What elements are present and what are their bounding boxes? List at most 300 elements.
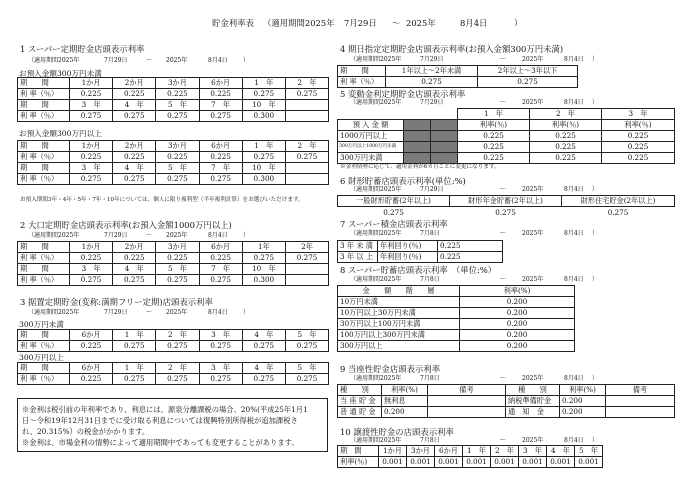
s9-rows-cell [428, 396, 506, 407]
period-part: ） [243, 232, 250, 239]
s8-rows-cell: 10万円以上30万円未満 [338, 308, 460, 319]
period-part: ） [592, 186, 599, 193]
s10-rows-cell: 5 年 [575, 446, 603, 457]
s1-g1-cell: 0.275 [113, 111, 156, 122]
s2-rows-cell: 0.275 [70, 275, 113, 286]
s2-rows-cell: 0.225 [199, 253, 242, 264]
s9-title: 9 当座性貯金店頭表示利率 [340, 364, 441, 374]
s4-rows-cell: 0.275 [386, 77, 478, 88]
s10-rows-cell: 0.001 [407, 457, 435, 468]
title-close: ） [514, 18, 523, 28]
period-part: ） [592, 99, 599, 106]
table-row [338, 385, 675, 396]
s8-rows-cell: 100万円以上300万円未満 [338, 330, 460, 341]
table-row [338, 66, 578, 77]
period-part: ） [592, 375, 599, 382]
period-part: （適用期間2025年 [28, 57, 80, 64]
period-part: 8月4日 [564, 56, 584, 63]
period-part: 2025年 [522, 56, 544, 63]
s6-head: 財形住宅貯金(2年以上) [562, 196, 675, 207]
s6-val: 0.275 [383, 207, 404, 217]
s10-rows-cell: 0.001 [547, 457, 575, 468]
period-part: ～ [146, 309, 153, 316]
table-row [18, 330, 329, 341]
s7-rows-cell: 3 年 以 上 [338, 252, 378, 263]
s7-rows-cell: 0.225 [438, 241, 503, 252]
s5-rate: 0.225 [458, 142, 530, 153]
period-part: 2025年 [522, 230, 544, 237]
s9-head-cell: 種 別 [338, 385, 382, 396]
s10-rows-cell: 0.001 [435, 457, 463, 468]
s2-rows-cell: 0.300 [242, 275, 285, 286]
s3-title: 3 据置定期貯金(変称:満期フリー定期)店頭表示利率 [20, 297, 213, 307]
s7-rows-cell: 年利回り(％) [378, 252, 438, 263]
s1-g2-cell: 1 年 [242, 141, 285, 152]
s3-g2-cell: 0.275 [285, 374, 328, 385]
period-part: 7月8日 [420, 437, 440, 444]
s3-g2-cell: 1 年 [113, 363, 156, 374]
s9-rows-cell: 通 知 金 [506, 407, 560, 418]
s2-rows-cell: 3か月 [156, 242, 199, 253]
s1-g1-cell: 0.275 [156, 111, 199, 122]
period-part: （適用期間2025年 [28, 232, 80, 239]
s10-rows-cell: 0.001 [575, 457, 603, 468]
s3-g2-cell: 期 間 [18, 363, 70, 374]
period-part: 2025年 [522, 375, 544, 382]
s10-title: 10 譲渡性貯金の店頭表示利率 [340, 427, 454, 437]
s9-rows-cell: 0.200 [382, 407, 428, 418]
s10-rows-cell: 0.001 [379, 457, 407, 468]
s1-g1-cell: 4 年 [113, 100, 156, 111]
s10-rows-cell: 利率(％) [338, 457, 379, 468]
s1-g2-cell: 利 率（％） [18, 174, 70, 185]
period-part: ～ [500, 276, 507, 283]
s9-rows-cell: 0.200 [560, 396, 606, 407]
title-tilde: ～ [392, 18, 401, 28]
s1-g2-cell: 0.300 [242, 174, 285, 185]
s3-group2-label: 300万円以上 [19, 353, 64, 362]
table-row [338, 341, 575, 352]
s2-rows-cell: 期 間 [18, 264, 70, 275]
period-part: ～ [500, 230, 507, 237]
s9-head-cell: 備考 [428, 385, 506, 396]
table-row [338, 396, 675, 407]
s1-g1-cell: 0.275 [199, 111, 242, 122]
s3-g1-cell: 3 年 [199, 330, 242, 341]
s1-g2-cell: 利 率（％） [18, 152, 70, 163]
table-row [18, 275, 329, 286]
period-part: 7月29日 [420, 186, 444, 193]
s9-head-cell: 利率(%) [382, 385, 428, 396]
s2-rows-cell: 期 間 [18, 242, 70, 253]
s2-period [28, 233, 328, 241]
s3-g2-cell: 0.275 [113, 374, 156, 385]
s2-rows-cell: 0.225 [156, 253, 199, 264]
s6-title: 6 財形貯蓄店頭表示利率(単位:%) [340, 176, 466, 186]
s9-period [350, 376, 680, 384]
period-part: 2025年 [522, 99, 544, 106]
s1-g2-cell: 2 年 [285, 141, 328, 152]
s5-shade [431, 120, 458, 131]
period-part: 7月29日 [420, 99, 444, 106]
s5-rate: 0.225 [458, 131, 530, 142]
period-part: 2025年 [166, 309, 188, 316]
s1-g1-cell: 6か月 [199, 78, 242, 89]
s1-g2-cell: 期 間 [18, 163, 70, 174]
s2-rows-cell: 0.275 [199, 275, 242, 286]
period-part: ） [592, 276, 599, 283]
s7-rows-cell: 3 年 未 満 [338, 241, 378, 252]
s3-g1-cell: 2 年 [156, 330, 199, 341]
s3-g2-cell: 0.225 [70, 374, 113, 385]
s9-head-cell: 種 別 [506, 385, 560, 396]
s3-g1-cell: 4 年 [242, 330, 285, 341]
s5-shade [404, 153, 431, 164]
s2-rows-cell: 4 年 [113, 264, 156, 275]
s2-rows-cell: 3 年 [70, 264, 113, 275]
s1-g1-cell: 5 年 [156, 100, 199, 111]
period-part: ） [592, 56, 599, 63]
title-date-from: 7月29日 [344, 18, 377, 28]
period-part: （適用期間2025年 [350, 56, 402, 63]
s1-g1-cell: 3か月 [156, 78, 199, 89]
s3-g1-cell: 0.275 [113, 341, 156, 352]
period-part: ～ [500, 375, 507, 382]
s1-g2-cell: 0.275 [113, 174, 156, 185]
s2-rows-cell: 0.275 [242, 253, 285, 264]
s2-rows-cell: 利 率（％） [18, 253, 70, 264]
period-part: 7月8日 [420, 375, 440, 382]
s1-g1-cell: 1 年 [242, 78, 285, 89]
s6-head: 財形年金貯蓄(2年以上) [450, 196, 562, 207]
s10-rows-cell: 4 年 [547, 446, 575, 457]
s1-g1-cell: 利 率（％） [18, 111, 70, 122]
s3-g2-cell: 利 率（％） [18, 374, 70, 385]
table-row [18, 89, 329, 100]
table-row [338, 308, 575, 319]
s2-rows-cell: 0.275 [156, 275, 199, 286]
s5-amount: 1000万円以上 [338, 131, 404, 142]
s2-rows-cell: 1か月 [70, 242, 113, 253]
title-label: 貯金利率表 [212, 18, 254, 28]
s2-rows-cell: 2年 [285, 242, 328, 253]
s8-head-amount: 金 額 階 層 [338, 286, 460, 297]
s7-rows-cell: 年利回り(％) [378, 241, 438, 252]
s5-shade [404, 142, 431, 153]
s1-period [28, 58, 328, 66]
table-row [18, 253, 329, 264]
s9-rows-cell [606, 407, 675, 418]
s1-g2-cell: 1か月 [70, 141, 113, 152]
s1-g2-cell: 0.225 [113, 152, 156, 163]
s3-table-under300 [17, 329, 329, 352]
s3-g2-cell: 5 年 [285, 363, 328, 374]
period-part: 2025年 [166, 232, 188, 239]
table-row [338, 446, 603, 457]
s9-table [337, 384, 675, 418]
period-part: ～ [500, 56, 507, 63]
period-part: 2025年 [522, 186, 544, 193]
s8-rows-cell: 300万円以上 [338, 341, 460, 352]
s10-table [337, 445, 603, 468]
s9-rows-cell: 0.200 [560, 407, 606, 418]
footnote-line: ※金利は、市場金利の情勢によって適用期間中であっても変更することがあります。 [22, 438, 299, 447]
s4-period [350, 57, 680, 65]
s8-rows-cell: 0.200 [460, 330, 575, 341]
s6-val: 0.275 [495, 207, 516, 217]
s10-rows-cell: 3 年 [519, 446, 547, 457]
title-period-label: （適用期間2025年 [263, 18, 335, 28]
period-part: 8月4日 [564, 186, 584, 193]
period-part: 8月4日 [208, 57, 228, 64]
s5-corner [338, 109, 458, 120]
s7-rows-cell: 0.225 [438, 252, 503, 263]
s5-shade [431, 142, 458, 153]
s6-head: 一般財形貯蓄(2年以上) [338, 196, 450, 207]
period-part: ～ [146, 57, 153, 64]
s3-g1-cell: 0.275 [156, 341, 199, 352]
period-part: （適用期間2025年 [350, 375, 402, 382]
s1-g2-cell: 0.225 [156, 152, 199, 163]
s3-group1-label: 300万円未満 [19, 320, 64, 329]
s5-amount: 300万円未満 [338, 153, 404, 164]
s1-g2-cell: 2か月 [113, 141, 156, 152]
period-part: 7月29日 [104, 232, 128, 239]
period-part: 8月4日 [564, 375, 584, 382]
period-part: （適用期間2025年 [28, 309, 80, 316]
s5-rate-head: 利率(％) [602, 120, 675, 131]
s3-g2-cell: 2 年 [156, 363, 199, 374]
s2-rows-cell: 6か月 [199, 242, 242, 253]
s10-rows-cell: 6か月 [435, 446, 463, 457]
s8-rows-cell: 10万円未満 [338, 297, 460, 308]
s1-g2-cell: 0.225 [199, 152, 242, 163]
s3-period [28, 310, 328, 318]
table-row [338, 77, 578, 88]
period-part: 2025年 [522, 276, 544, 283]
s8-rows-cell: 0.200 [460, 341, 575, 352]
period-part: （適用期間2025年 [350, 99, 402, 106]
s1-note: お預入期間3年・4年・5年・7年・10年については、個人に限り複利型（半年複利計算）をお選びいただけます。 [20, 197, 304, 203]
table-row [338, 407, 675, 418]
period-part: 8月4日 [564, 276, 584, 283]
period-part: 7月29日 [104, 309, 128, 316]
s5-head-1y: 1 年 [458, 109, 530, 120]
s5-rate: 0.225 [602, 142, 675, 153]
s5-rate-head: 利率(％) [530, 120, 602, 131]
s1-g1-cell: 7 年 [199, 100, 242, 111]
s8-period [350, 277, 680, 285]
s1-g2-cell: 0.275 [156, 174, 199, 185]
s4-title: 4 期日指定定期貯金店頭表示利率(お預入金額300万円未満) [340, 44, 564, 54]
s1-table-over300 [17, 140, 329, 185]
s2-title: 2 大口定期貯金店頭表示利率(お預入金額1000万円以上) [20, 220, 232, 230]
s1-group1-label: お預入金額300万円未満 [19, 69, 102, 78]
footnote-line: 日～令和19年12月31日までに受け取る利息については復興特別所得税が追加課税さ [22, 416, 298, 425]
s9-head-cell: 備考 [606, 385, 675, 396]
s10-rows-cell: 1か月 [379, 446, 407, 457]
s5-shade [431, 131, 458, 142]
s1-g1-cell: 3 年 [70, 100, 113, 111]
table-row [338, 252, 503, 263]
table-row [18, 163, 329, 174]
s8-head-rate: 利率(%) [460, 286, 575, 297]
s5-head-3y: 3 年 [602, 109, 675, 120]
s4-rows-cell: 利 率（％） [338, 77, 386, 88]
s1-g1-cell: 0.275 [70, 111, 113, 122]
s4-rows-cell: 1年以上～2年未満 [386, 66, 478, 77]
period-part: （適用期間2025年 [350, 186, 402, 193]
s1-g1-cell: 0.225 [199, 89, 242, 100]
s1-g1-cell: 2か月 [113, 78, 156, 89]
s4-rows-cell: 0.275 [478, 77, 578, 88]
s6-period [350, 187, 680, 195]
table-row [18, 363, 329, 374]
s1-g2-cell: 期 間 [18, 141, 70, 152]
s1-g2-cell: 4 年 [113, 163, 156, 174]
s5-rate: 0.225 [530, 142, 602, 153]
period-part: 7月8日 [420, 276, 440, 283]
s3-g2-cell: 0.275 [199, 374, 242, 385]
s6-val: 0.275 [607, 207, 629, 217]
s3-g2-cell: 6か月 [70, 363, 113, 374]
footnote-box [17, 398, 328, 452]
footnote-line: ※金利は税引前の年利率であり、利息には、源泉分離課税の場合、20%(平成25年1月1 [22, 405, 308, 414]
s5-rate: 0.225 [530, 131, 602, 142]
s9-rows-cell: 納税準備貯金 [506, 396, 560, 407]
s2-table [17, 241, 329, 286]
period-part: ） [592, 437, 599, 444]
s10-rows-cell: 2 年 [491, 446, 519, 457]
s1-table-under300 [17, 77, 329, 122]
s1-title: 1 スーパー定期貯金店頭表示利率 [20, 44, 145, 54]
s1-g2-cell: 3か月 [156, 141, 199, 152]
footnote-line: れ、20.315%）の税金がかかります。 [22, 427, 150, 436]
s10-rows-cell: 3か月 [407, 446, 435, 457]
s5-rate-head: 利率(％) [458, 120, 530, 131]
s3-g1-cell: 6か月 [70, 330, 113, 341]
table-row [18, 78, 329, 89]
s2-rows-cell: 7 年 [199, 264, 242, 275]
s1-g1-cell: 期 間 [18, 100, 70, 111]
s9-head-cell: 利率(%) [560, 385, 606, 396]
s5-rate: 0.225 [602, 153, 675, 164]
s8-table [337, 285, 575, 352]
s1-g2-cell: 5 年 [156, 163, 199, 174]
table-row [18, 141, 329, 152]
s1-g2-cell: 3 年 [70, 163, 113, 174]
s2-rows-cell [285, 275, 328, 286]
period-part: ） [243, 57, 250, 64]
s7-period [350, 231, 680, 239]
period-part: 7月29日 [104, 57, 128, 64]
period-part: 8月4日 [564, 437, 584, 444]
s1-g2-cell: 0.275 [70, 174, 113, 185]
s1-g1-cell: 0.275 [242, 89, 285, 100]
s3-g1-cell: 0.275 [199, 341, 242, 352]
table-row [338, 319, 575, 330]
s1-g2-cell: 0.275 [199, 174, 242, 185]
table-row [338, 297, 575, 308]
period-part: 8月4日 [564, 99, 584, 106]
s3-g2-cell: 0.275 [156, 374, 199, 385]
s1-g2-cell: 7 年 [199, 163, 242, 174]
s2-rows-cell: 0.275 [113, 275, 156, 286]
s1-g2-cell [285, 163, 328, 174]
table-row [18, 374, 329, 385]
s2-rows-cell: 0.225 [70, 253, 113, 264]
s9-rows-cell: 無利息 [382, 396, 428, 407]
s5-rate: 0.225 [602, 131, 675, 142]
s3-g1-cell: 利 率（％） [18, 341, 70, 352]
s2-rows-cell: 5 年 [156, 264, 199, 275]
s4-rows-cell: 2年以上～3年以下 [478, 66, 578, 77]
s10-rows-cell: 0.001 [463, 457, 491, 468]
s5-rate: 0.225 [458, 153, 530, 164]
s1-g1-cell: 0.300 [242, 111, 285, 122]
s10-rows-cell: 期 間 [338, 446, 379, 457]
s5-table [337, 108, 675, 164]
s8-rows-cell: 0.200 [460, 297, 575, 308]
s5-shade [404, 120, 431, 131]
s3-g2-cell: 4 年 [242, 363, 285, 374]
s6-table [337, 195, 675, 218]
period-part: ～ [146, 232, 153, 239]
s1-g1-cell: 0.225 [113, 89, 156, 100]
period-part: ～ [500, 186, 507, 193]
period-part: 8月4日 [208, 232, 228, 239]
table-row [18, 242, 329, 253]
s3-g2-cell: 3 年 [199, 363, 242, 374]
s1-g1-cell: 利 率（％） [18, 89, 70, 100]
period-part: ） [592, 230, 599, 237]
s10-rows-cell: 1 年 [463, 446, 491, 457]
table-row [18, 264, 329, 275]
period-part: 8月4日 [564, 230, 584, 237]
s8-rows-cell: 30万円以上100万円未満 [338, 319, 460, 330]
s5-amount-label: 預 入 金 額 [338, 120, 404, 131]
s5-note: ※金利情勢に応じて、適用金利が6カ月ごとに変更になります。 [340, 164, 500, 170]
s1-g1-cell: 1か月 [70, 78, 113, 89]
period-part: 7月8日 [420, 230, 440, 237]
s5-shade [431, 153, 458, 164]
s2-rows-cell: 10 年 [242, 264, 285, 275]
title-date-to: 8月4日 [460, 18, 488, 28]
s9-rows-cell: 普 通 貯 金 [338, 407, 382, 418]
s8-rows-cell: 0.200 [460, 308, 575, 319]
s8-title: 8 スーパー貯蓄店頭表示利率 （単位:%） [340, 265, 497, 275]
s1-g1-cell: 0.225 [70, 89, 113, 100]
s5-shade [404, 131, 431, 142]
s2-rows-cell: 2か月 [113, 242, 156, 253]
s3-g1-cell: 1 年 [113, 330, 156, 341]
s5-head-2y: 2 年 [530, 109, 602, 120]
s5-amount: 300万円以上1000万円未満 [338, 142, 404, 153]
period-part: （適用期間2025年 [350, 230, 402, 237]
s9-rows-cell [606, 396, 675, 407]
s2-rows-cell: 0.225 [113, 253, 156, 264]
s1-g2-cell: 10 年 [242, 163, 285, 174]
s1-g1-cell: 期 間 [18, 78, 70, 89]
s2-rows-cell: 利 率（％） [18, 275, 70, 286]
s1-g1-cell [285, 111, 328, 122]
s7-table [337, 240, 503, 263]
s1-g1-cell: 0.275 [285, 89, 328, 100]
s1-g2-cell: 0.275 [242, 152, 285, 163]
s2-rows-cell [285, 264, 328, 275]
period-part: ） [243, 309, 250, 316]
s10-rows-cell: 0.001 [519, 457, 547, 468]
